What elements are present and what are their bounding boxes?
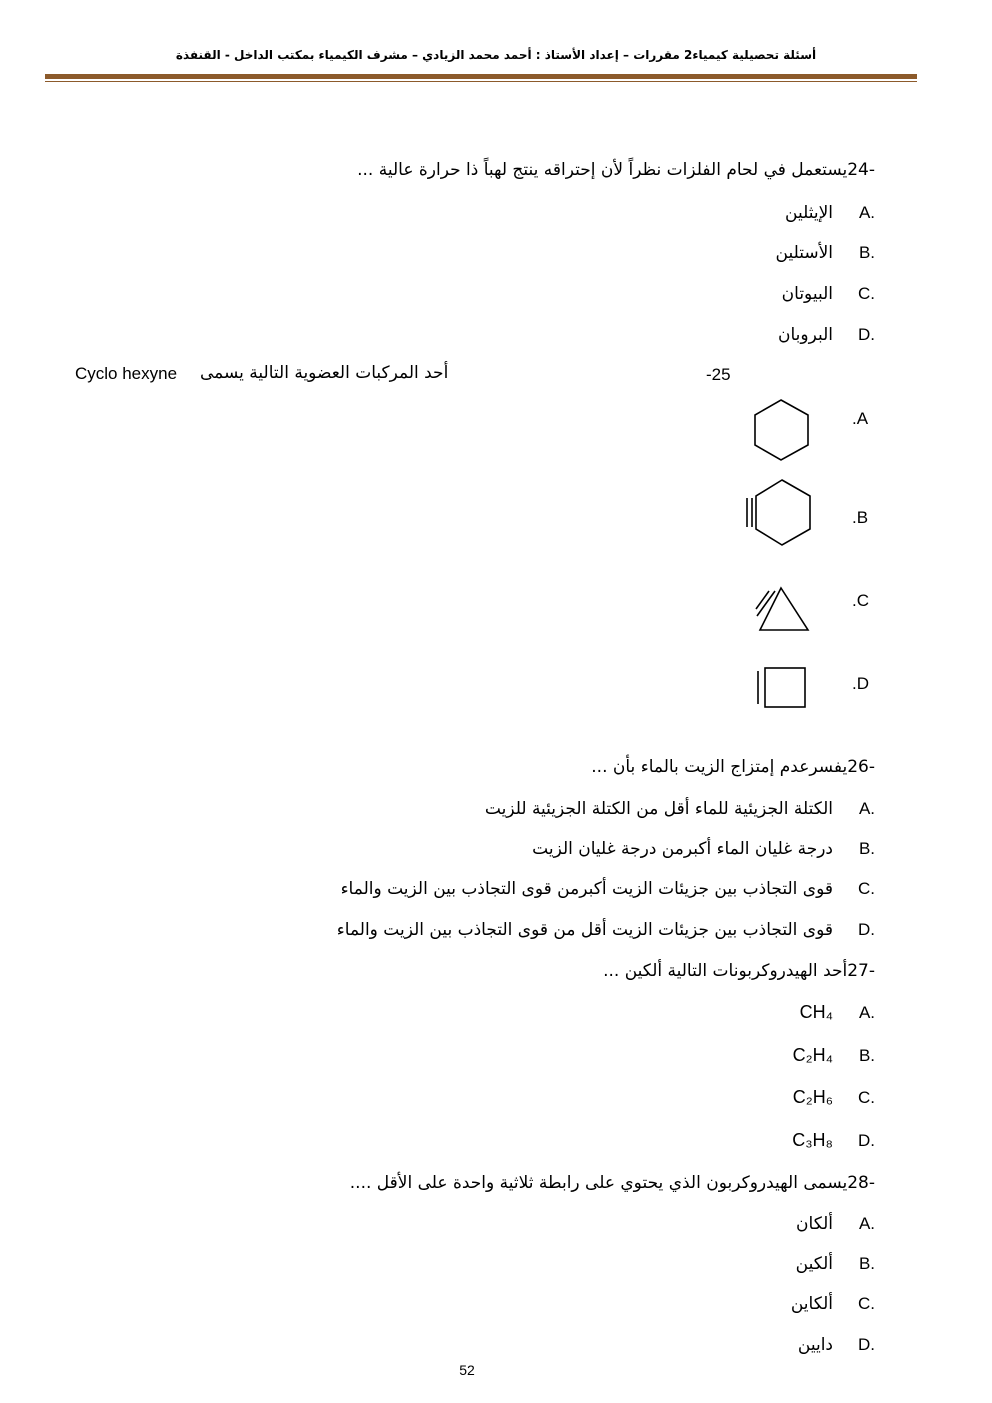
option-letter: D. bbox=[858, 1131, 875, 1150]
q25-option-a-label[interactable]: .A bbox=[852, 409, 869, 428]
option-letter: C. bbox=[858, 1294, 875, 1313]
option-text: الكتلة الجزيئية للماء أقل من الكتلة الجزيئية للزيت bbox=[484, 799, 833, 819]
option-text: البروبان bbox=[777, 325, 833, 345]
question-26 bbox=[591, 757, 875, 777]
question-text: يستعمل في لحام الفلزات نظراً لأن إحتراقه ينتج لهباً ذا حرارة عالية ... bbox=[357, 160, 848, 180]
option-letter: B. bbox=[858, 839, 875, 858]
cyclopropyne-structure[interactable] bbox=[755, 586, 811, 634]
q26-option-d[interactable] bbox=[337, 920, 875, 940]
q28-option-a[interactable] bbox=[796, 1214, 875, 1234]
option-letter: A. bbox=[858, 1214, 875, 1233]
option-letter: D. bbox=[858, 1335, 875, 1354]
option-letter: D. bbox=[858, 325, 875, 344]
option-text: الإيثلين bbox=[785, 203, 833, 223]
option-formula: C₂H₆ bbox=[792, 1087, 833, 1107]
q26-option-c[interactable] bbox=[341, 879, 875, 899]
question-25-text: أحد المركبات العضوية التالية يسمى bbox=[200, 363, 449, 383]
question-text: يفسرعدم إمتزاج الزيت بالماء بأن ... bbox=[591, 757, 848, 777]
q25-option-d-label[interactable]: .D bbox=[852, 674, 869, 693]
option-text: الأستلين bbox=[775, 243, 833, 263]
option-text: قوى التجاذب بين جزيئات الزيت أقل من قوى التجاذب بين الزيت والماء bbox=[336, 920, 833, 940]
option-text: قوى التجاذب بين جزيئات الزيت أكبرمن قوى التجاذب بين الزيت والماء bbox=[340, 879, 833, 899]
question-25-term: Cyclo hexyne bbox=[75, 364, 178, 383]
option-text: البيوتان bbox=[781, 284, 833, 304]
header-rule-thick bbox=[45, 74, 917, 79]
option-letter: C. bbox=[858, 1088, 875, 1107]
page-header: أسئلة تحصيلية كيمياء2 مقررات – إعداد الأستاذ : أحمد محمد الزيادي – مشرف الكيمياء بمكتب الداخل - القنفذة bbox=[175, 48, 817, 62]
option-text: درجة غليان الماء أكبرمن درجة غليان الزيت bbox=[532, 839, 833, 859]
header-rule-thin bbox=[45, 81, 917, 82]
option-letter: B. bbox=[858, 1254, 875, 1273]
q25-option-b-label[interactable]: .B bbox=[852, 508, 869, 527]
question-25-number: -25 bbox=[706, 365, 731, 384]
option-formula: C₂H₄ bbox=[792, 1045, 833, 1065]
option-text: ألكاين bbox=[790, 1294, 833, 1314]
q28-option-c[interactable] bbox=[791, 1294, 875, 1314]
q24-option-b[interactable] bbox=[776, 243, 876, 263]
cyclohexyne-structure[interactable] bbox=[744, 478, 814, 548]
cyclobutyne-structure[interactable] bbox=[756, 666, 808, 710]
question-24 bbox=[357, 160, 875, 180]
cyclohexane-structure[interactable] bbox=[752, 398, 812, 462]
option-letter: D. bbox=[858, 920, 875, 939]
question-text: أحد الهيدروكربونات التالية ألكين ... bbox=[603, 961, 848, 981]
question-number: 28- bbox=[847, 1173, 875, 1193]
option-text: دايين bbox=[797, 1335, 833, 1355]
q27-option-d[interactable] bbox=[792, 1130, 875, 1151]
q26-option-b[interactable] bbox=[532, 839, 875, 859]
question-number: 27- bbox=[847, 961, 875, 981]
option-formula: CH₄ bbox=[799, 1002, 833, 1022]
q25-option-c-label[interactable]: .C bbox=[852, 591, 869, 610]
option-letter: C. bbox=[858, 284, 875, 303]
q28-option-b[interactable] bbox=[796, 1254, 875, 1274]
q24-option-d[interactable] bbox=[778, 325, 875, 345]
question-28 bbox=[350, 1173, 875, 1193]
question-number: 24- bbox=[847, 160, 875, 180]
page-number: 52 bbox=[459, 1362, 475, 1378]
option-text: ألكان bbox=[796, 1214, 833, 1234]
option-letter: B. bbox=[858, 243, 875, 262]
option-letter: A. bbox=[858, 203, 875, 222]
question-text: يسمى الهيدروكربون الذي يحتوي على رابطة ثلاثية واحدة على الأقل .... bbox=[349, 1173, 848, 1193]
q28-option-d[interactable] bbox=[798, 1335, 875, 1355]
q27-option-b[interactable] bbox=[793, 1045, 875, 1066]
q27-option-c[interactable] bbox=[793, 1087, 875, 1108]
question-number: 26- bbox=[847, 757, 875, 777]
q26-option-a[interactable] bbox=[485, 799, 875, 819]
option-letter: B. bbox=[858, 1046, 875, 1065]
option-letter: A. bbox=[858, 1003, 875, 1022]
option-letter: C. bbox=[858, 879, 875, 898]
option-letter: A. bbox=[858, 799, 875, 818]
option-formula: C₃H₈ bbox=[792, 1130, 833, 1150]
q27-option-a[interactable] bbox=[800, 1002, 875, 1023]
q24-option-a[interactable] bbox=[785, 203, 875, 223]
question-27 bbox=[603, 961, 875, 981]
option-text: ألكين bbox=[795, 1254, 833, 1274]
q24-option-c[interactable] bbox=[782, 284, 875, 304]
